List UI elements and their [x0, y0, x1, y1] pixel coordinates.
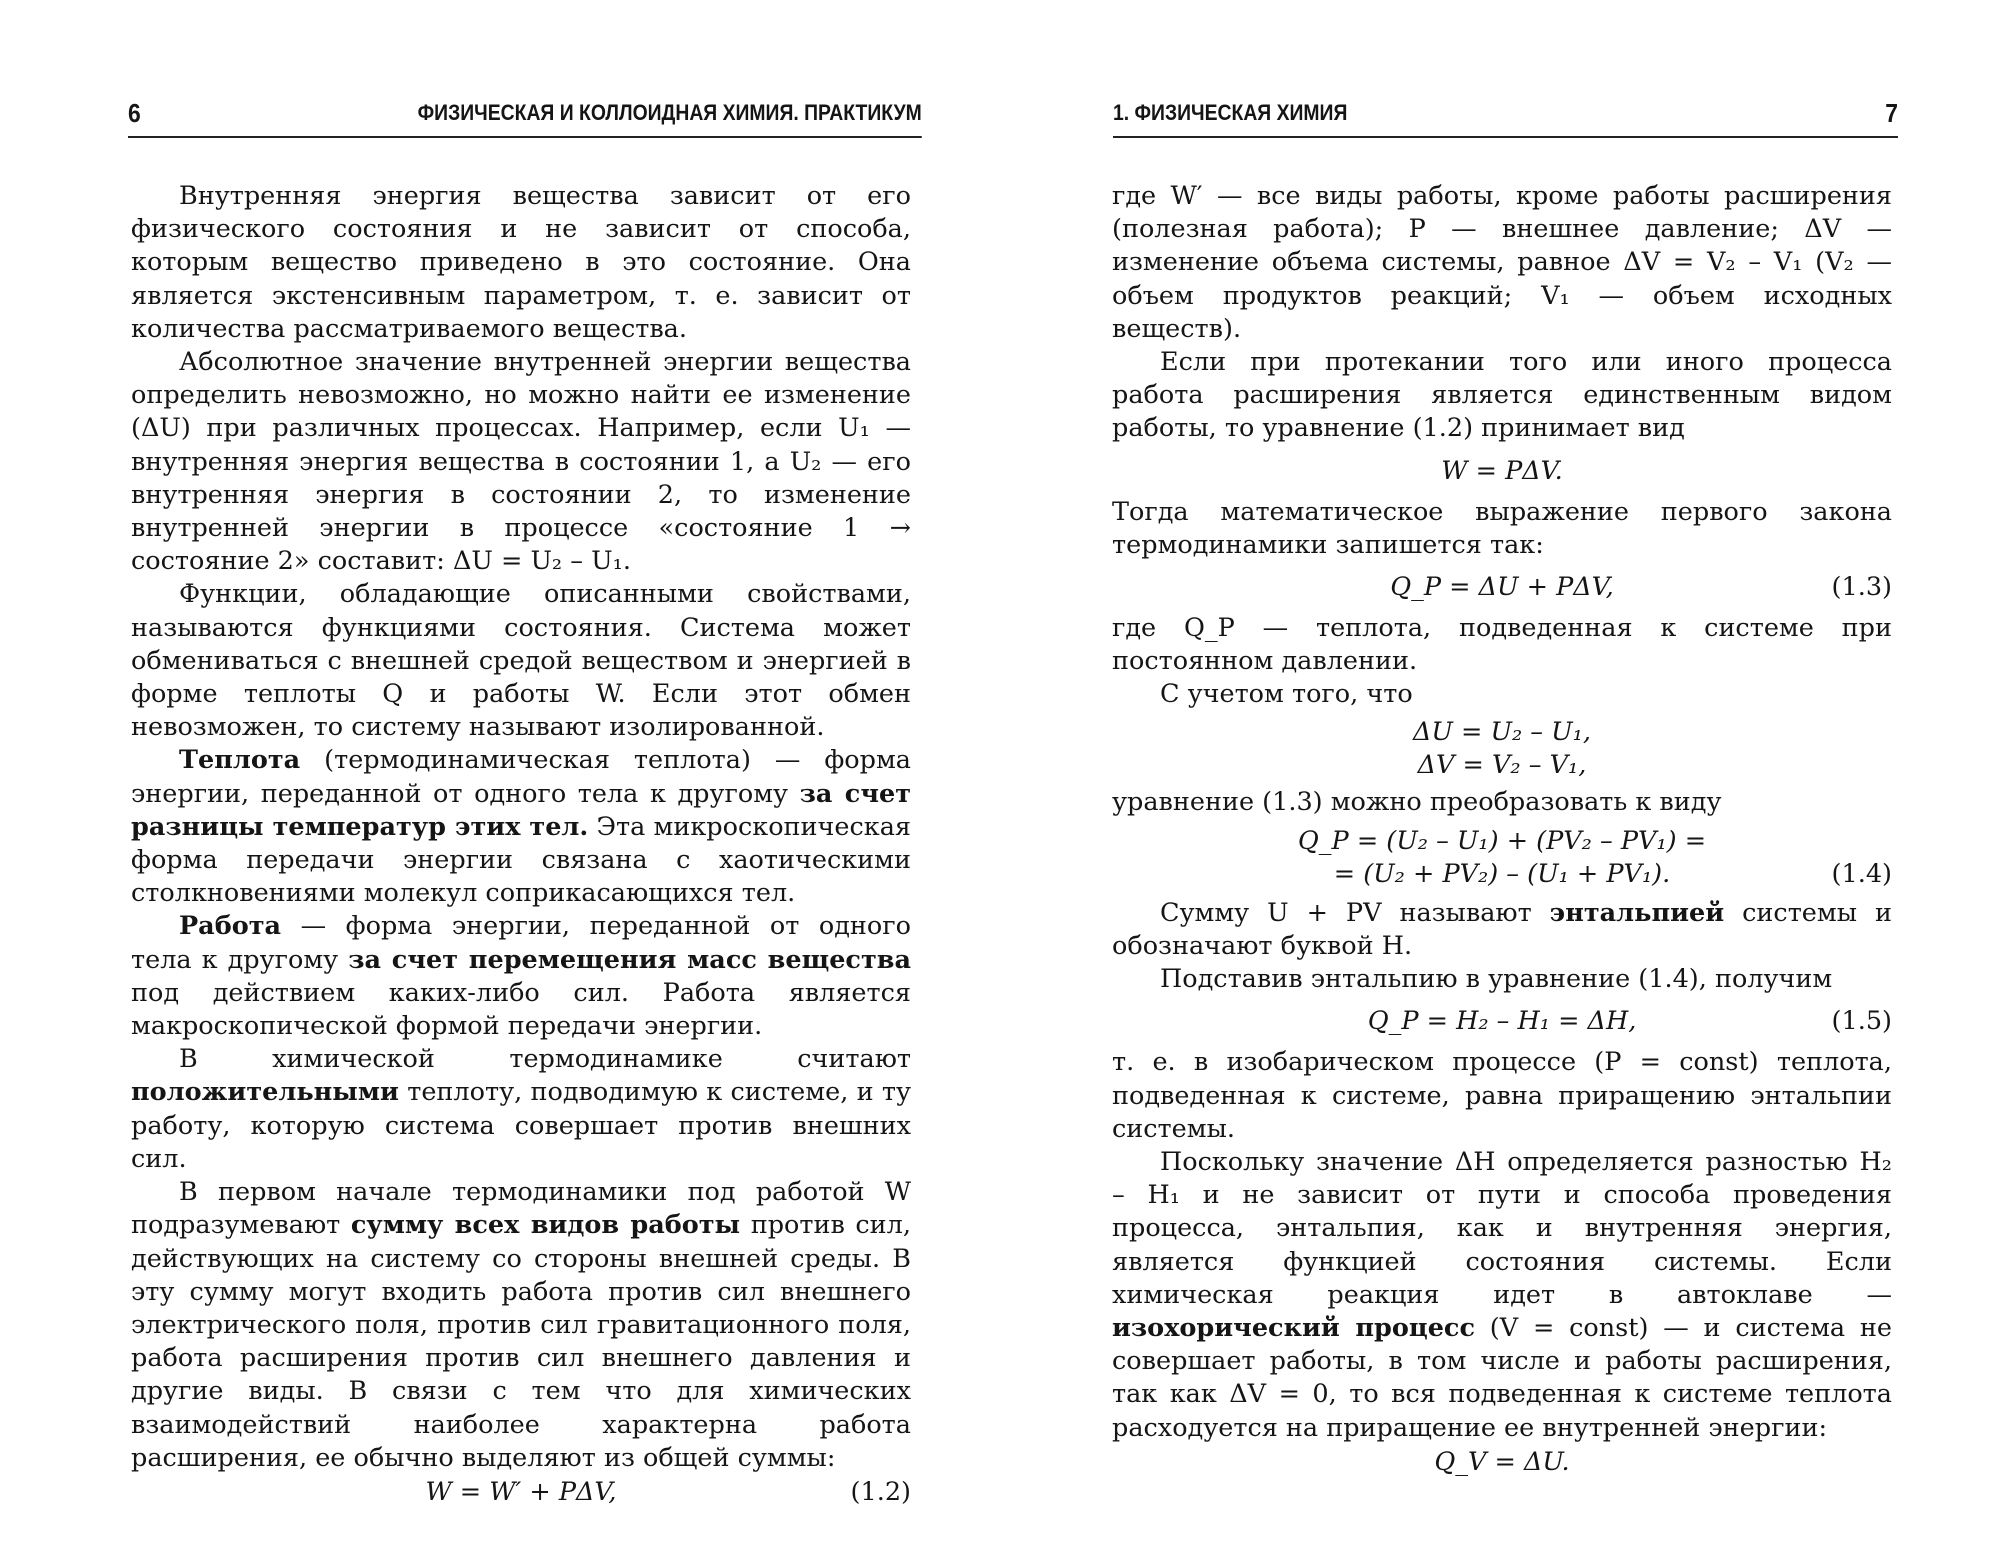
- term-enthalpy: энтальпией: [1549, 897, 1725, 928]
- formula-expression: ΔV = V₂ – V₁,: [1417, 749, 1587, 780]
- page-number: 6: [128, 98, 141, 128]
- paragraph: Если при протекании того или иного процесса работа расширения является единственным видом работы, то уравнение (1.2) принимает вид: [1112, 347, 1892, 444]
- left-body-text: [131, 180, 911, 1509]
- paragraph: Функции, обладающие описанными свойствами, называются функциями состояния. Система может обмениваться с внешней средой веществом и энергией в форме теплоты Q и работы W. Если этот обмен невозможен, то систему называют изолированной.: [131, 579, 911, 743]
- formula-1-3: [1112, 562, 1892, 612]
- page-number: 7: [1885, 98, 1898, 128]
- running-title: 1. ФИЗИЧЕСКАЯ ХИМИЯ: [1113, 100, 1348, 125]
- formula-number: (1.2): [850, 1476, 911, 1507]
- running-header-left: [128, 96, 922, 138]
- term-isochoric: изохорический процесс: [1112, 1313, 1475, 1344]
- formula-1-2: [131, 1475, 911, 1509]
- formula-du-dv: [1112, 712, 1892, 786]
- bold-phrase: сумму всех видов работы: [350, 1210, 741, 1241]
- formula-1-4: [1112, 819, 1892, 897]
- formula-line: Q_P = (U₂ – U₁) + (PV₂ – PV₁) =: [1297, 825, 1707, 856]
- paragraph: где Q_P — теплота, подведенная к системе при постоянном давлении.: [1112, 613, 1892, 677]
- paragraph: Внутренняя энергия вещества зависит от его физического состояния и не зависит от способа, которым вещество приведено в это состояние. Она является экстенсивным параметром, т. е. зависит от количества рассматриваемого вещества.: [131, 181, 911, 344]
- paragraph: Поскольку значение ΔH определяется разностью H₂ – H₁ и не зависит от пути и способа проведения процесса, энтальпия, как и внутренняя энергия, является функцией состояния системы. Если химическая реакция идет в автоклаве — изохорический процесс (V = const) — и система не совершает работы, в том числе и работы расширения, так как ΔV = 0, то вся подведенная к системе теплота расходуется на приращение ее внутренней энергии:: [1112, 1147, 1892, 1443]
- paragraph: Теплота (термодинамическая теплота) — форма энергии, переданной от одного тела к другому за счет разницы температур этих тел. Эта микроскопическая форма передачи энергии связана с хаотическими столкновениями молекул соприкасающихся тел.: [131, 745, 912, 909]
- formula-line: = (U₂ + PV₂) – (U₁ + PV₁).: [1333, 858, 1671, 889]
- bold-phrase: за счет перемещения масс вещества: [348, 944, 912, 975]
- running-title: ФИЗИЧЕСКАЯ И КОЛЛОИДНАЯ ХИМИЯ. ПРАКТИКУМ: [417, 100, 922, 125]
- paragraph: т. е. в изобарическом процессе (P = const) теплота, подведенная к системе, равна приращению энтальпии системы.: [1112, 1047, 1892, 1144]
- formula-expression: W = W′ + PΔV,: [425, 1476, 617, 1507]
- paragraph: Абсолютное значение внутренней энергии вещества определить невозможно, но можно найти ее изменение (ΔU) при различных процессах. Например, если U₁ — внутренняя энергия вещества в состоянии 1, а U₂ — его внутренняя энергия в состоянии 2, то изменение внутренней энергии в процессе «состояние 1 → состояние 2» составит: ΔU = U₂ – U₁.: [131, 347, 911, 577]
- formula-qv: [1112, 1445, 1892, 1479]
- paragraph: уравнение (1.3) можно преобразовать к виду: [1112, 786, 1722, 817]
- formula-expression: W = PΔV.: [1441, 455, 1563, 486]
- paragraph: где W′ — все виды работы, кроме работы расширения (полезная работа); P — внешнее давление; ΔV — изменение объема системы, равное ΔV = V₂ – V₁ (V₂ — объем продуктов реакций; V₁ — объем исходных веществ).: [1112, 181, 1892, 344]
- bold-phrase: положительными: [131, 1077, 399, 1108]
- term-heat: Теплота: [179, 745, 301, 776]
- formula-1-5: [1112, 996, 1892, 1046]
- paragraph: В химической термодинамике считают положительными теплоту, подводимую к системе, и ту работу, которую система совершает против внешних сил.: [131, 1044, 911, 1174]
- paragraph: Работа — форма энергии, переданной от одного тела к другому за счет перемещения масс вещества под действием каких-либо сил. Работа является макроскопической формой передачи энергии.: [131, 911, 912, 1042]
- term-work: Работа: [179, 911, 282, 942]
- formula-w: [1112, 446, 1892, 496]
- running-header-right: [1113, 96, 1898, 138]
- formula-number: (1.5): [1831, 1006, 1892, 1037]
- formula-expression: Q_P = ΔU + PΔV,: [1390, 572, 1614, 603]
- right-page: [996, 0, 1992, 1560]
- bold-phrase: за счет разницы температур этих тел.: [131, 778, 912, 842]
- formula-expression: ΔU = U₂ – U₁,: [1413, 716, 1591, 747]
- paragraph: Тогда математическое выражение первого закона термодинамики запишется так:: [1112, 496, 1892, 560]
- formula-number: (1.3): [1831, 572, 1892, 603]
- paragraph: В первом начале термодинамики под работой W подразумевают сумму всех видов работы против сил, действующих на систему со стороны внешней среды. В эту сумму могут входить работа против сил внешнего электрического поля, против сил гравитационного поля, работа расширения против сил внешнего давления и другие виды. В связи с тем что для химических взаимодействий наиболее характерна работа расширения, ее обычно выделяют из общей суммы:: [131, 1177, 911, 1473]
- formula-expression: Q_V = ΔU.: [1434, 1446, 1570, 1477]
- paragraph: Подставив энтальпию в уравнение (1.4), получим: [1160, 964, 1833, 995]
- formula-number: (1.4): [1831, 858, 1892, 889]
- paragraph: Сумму U + PV называют энтальпией системы и обозначают буквой H.: [1112, 897, 1892, 962]
- right-body-text: [1112, 180, 1892, 1479]
- formula-expression: Q_P = H₂ – H₁ = ΔH,: [1367, 1006, 1637, 1037]
- paragraph: С учетом того, что: [1160, 679, 1413, 710]
